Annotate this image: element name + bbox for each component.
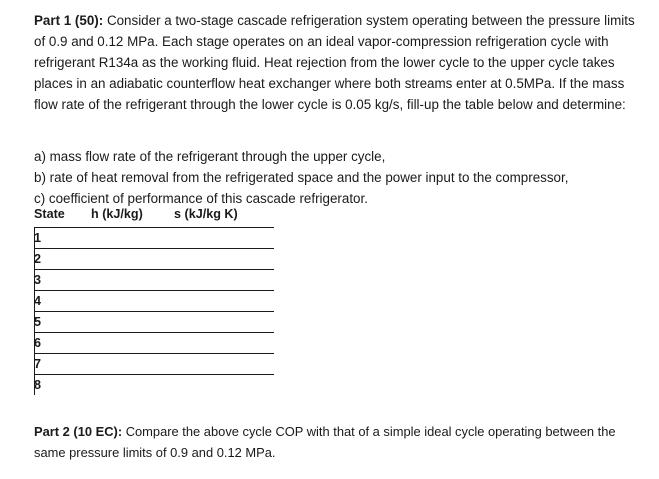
state-number: 6: [34, 336, 42, 350]
state-number: 3: [34, 273, 42, 287]
question-a: a) mass flow rate of the refrigerant through the upper cycle,: [34, 149, 386, 164]
table-row: [34, 270, 274, 291]
table-header: [34, 207, 274, 227]
part1-label: Part 1 (50):: [34, 13, 104, 28]
state-number: 4: [34, 294, 42, 308]
table-row: [34, 249, 274, 270]
header-enthalpy: h (kJ/kg): [91, 207, 143, 221]
state-number: 5: [34, 315, 42, 329]
header-state: State: [34, 207, 65, 221]
question-b: b) rate of heat removal from the refrigerated space and the power input to the compressor,: [34, 170, 569, 185]
state-number: 7: [34, 357, 42, 371]
part1-paragraph: [34, 10, 644, 115]
question-c: c) coefficient of performance of this cascade refrigerator.: [34, 191, 368, 206]
table-row: [34, 375, 274, 395]
part2-label: Part 2 (10 EC):: [34, 424, 123, 439]
part2-paragraph: [34, 421, 649, 463]
state-number: 2: [34, 252, 42, 266]
state-number: 1: [34, 231, 42, 245]
part2-text: Compare the above cycle COP with that of a simple ideal cycle operating between the same pressure limits of 0.9 and 0.12 MPa.: [34, 424, 616, 460]
state-number: 8: [34, 378, 42, 392]
table-row: [34, 227, 274, 249]
state-table: [34, 227, 274, 395]
table-row: [34, 354, 274, 375]
table-row: [34, 291, 274, 312]
questions-list: [34, 146, 649, 209]
header-entropy: s (kJ/kg K): [174, 207, 238, 221]
table-row: [34, 312, 274, 333]
part1-text: Consider a two-stage cascade refrigeration system operating between the pressure limits of 0.9 and 0.12 MPa. Each stage operates on an ideal vapor-compression refrigeration cycle with refrigerant R134a as the working fluid. Heat rejection from the lower cycle to the upper cycle takes places in an adiabatic counterflow heat exchanger where both streams enter at 0.5MPa. If the mass flow rate of the refrigerant through the lower cycle is 0.05 kg/s, fill-up the table below and determine:: [34, 13, 635, 112]
table-row: [34, 333, 274, 354]
